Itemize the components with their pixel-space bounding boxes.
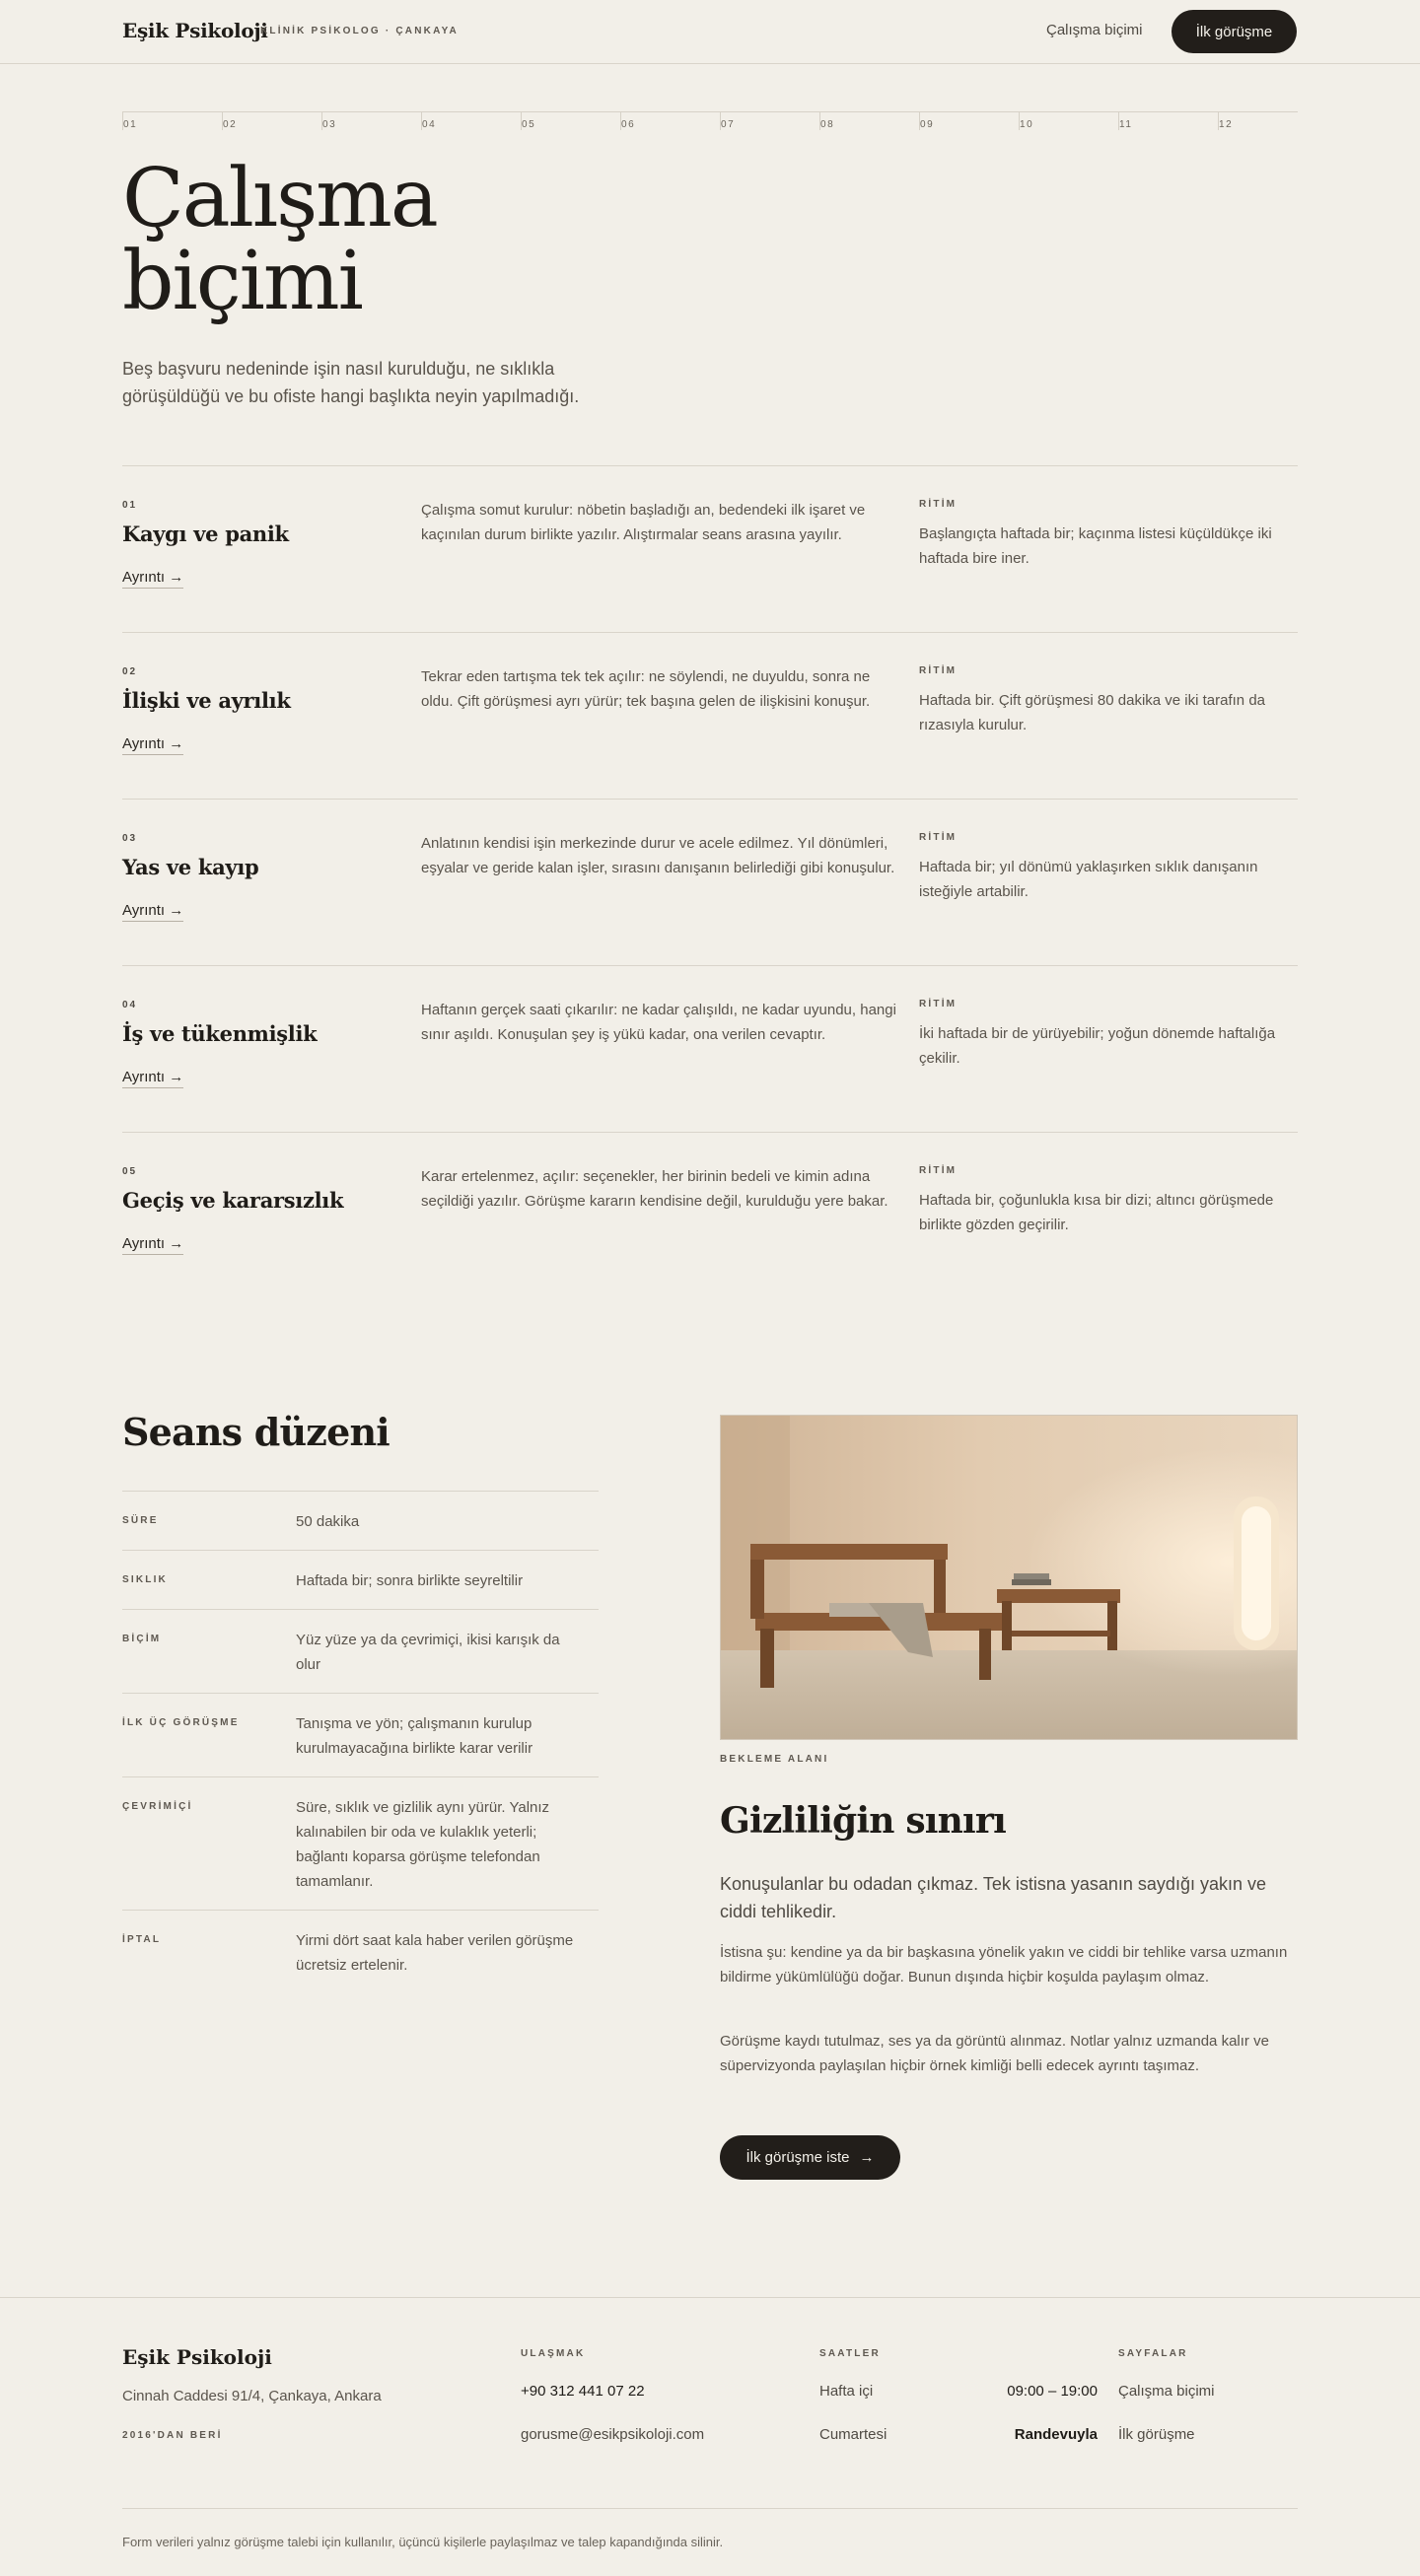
rhythm-label: RİTİM — [919, 499, 958, 510]
pages-heading: SAYFALAR — [1118, 2348, 1188, 2359]
hours-heading: SAATLER — [819, 2348, 881, 2359]
services-list — [122, 465, 1298, 1298]
privacy-body-1: İstisna şu: kendine ya da bir başkasına yönelik yakın ve ciddi bir tehlike varsa uzmanın bildirme yükümlülüğü doğar. Bunun dışında hiçbir koşulda paylaşım olmaz. — [720, 1944, 1288, 1985]
ruler-tick — [321, 112, 337, 130]
rhythm-label: RİTİM — [919, 665, 958, 676]
service-details-link[interactable] — [122, 902, 183, 922]
session-value: Haftada bir; sonra birlikte seyreltilir — [296, 1572, 524, 1589]
service-number: 04 — [122, 1000, 138, 1010]
request-first-meeting-button[interactable] — [720, 2135, 900, 2180]
ruler-tick — [720, 112, 736, 130]
session-key: BİÇİM — [122, 1634, 162, 1644]
service-title: Kaygı ve panik — [122, 522, 289, 546]
hours-time-saturday: Randevuyla — [1014, 2426, 1098, 2443]
page-subtitle: Beş başvuru nedeninde işin nasıl kurulduğu, ne sıklıkla görüşüldüğü ve bu ofiste hangi başlıkta neyin yapılmadığı. — [122, 359, 580, 406]
arrow-right-icon: → — [859, 2149, 875, 2166]
ruler-tick — [1019, 112, 1034, 130]
ruler-tick — [1118, 112, 1133, 130]
site-header — [0, 0, 1420, 64]
details-label: Ayrıntı — [122, 569, 166, 586]
contact-heading: ULAŞMAK — [521, 2348, 586, 2359]
footer-phone[interactable]: +90 312 441 07 22 — [521, 2383, 645, 2400]
rhythm-text: İki haftada bir de yürüyebilir; yoğun dönemde haftalığa çekilir. — [919, 1025, 1276, 1067]
session-row — [122, 1609, 599, 1693]
session-value: 50 dakika — [296, 1513, 360, 1530]
service-title: İlişki ve ayrılık — [122, 688, 291, 713]
ruler-tick-label: 11 — [1119, 119, 1133, 130]
brand-tagline: KLİNİK PSİKOLOG · ÇANKAYA — [260, 26, 459, 36]
privacy-body-2: Görüşme kaydı tutulmaz, ses ya da görüntü alınmaz. Notlar yalnız uzmanda kalır ve süpervizyonda paylaşılan hiçbir örnek kimliği belli edecek ayrıntı taşımaz. — [720, 2033, 1269, 2074]
ruler-tick-label: 12 — [1219, 119, 1234, 130]
session-value: Tanışma ve yön; çalışmanın kurulup kurulmayacağına birlikte karar verilir — [296, 1715, 533, 1757]
hours-time-weekday: 09:00 – 19:00 — [1007, 2383, 1098, 2400]
rhythm-label: RİTİM — [919, 832, 958, 843]
footer-divider — [122, 2508, 1298, 2509]
service-details-link[interactable] — [122, 1235, 183, 1255]
ruler-tick — [620, 112, 636, 130]
service-description: Tekrar eden tartışma tek tek açılır: ne söylendi, ne duyuldu, sonra ne oldu. Çift görüşmesi ayrı yürür; tek başına gelen de ilişkisini konuşur. — [421, 668, 871, 710]
ruler-tick-label: 04 — [422, 119, 437, 130]
service-details-link[interactable] — [122, 735, 183, 755]
waiting-room-photo — [720, 1415, 1298, 1740]
ruler-tick — [122, 112, 138, 130]
service-number: 03 — [122, 833, 138, 844]
arrow-right-icon: → — [169, 569, 184, 586]
rhythm-text: Haftada bir, çoğunlukla kısa bir dizi; altıncı görüşmede birlikte gözden geçirilir. — [919, 1192, 1274, 1233]
ruler-tick — [222, 112, 238, 130]
service-row — [122, 965, 1298, 1132]
rhythm-text: Başlangıçta haftada bir; kaçınma listesi küçüldükçe iki haftada bire iner. — [919, 525, 1272, 567]
session-key: İPTAL — [122, 1934, 162, 1945]
site-footer — [0, 2297, 1420, 2576]
details-label: Ayrıntı — [122, 1235, 166, 1252]
service-number: 05 — [122, 1166, 138, 1177]
footer-since: 2016'DAN BERİ — [122, 2430, 223, 2441]
service-description: Karar ertelenmez, açılır: seçenekler, her birinin bedeli ve kimin adına seçildiği yazılır. Görüşme kararın kendisine değil, kurulduğu yere bakar. — [421, 1168, 888, 1210]
privacy-title: Gizliliğin sınırı — [720, 1800, 1006, 1842]
details-label: Ayrıntı — [122, 735, 166, 752]
service-title: Geçiş ve kararsızlık — [122, 1188, 344, 1213]
rhythm-label: RİTİM — [919, 999, 958, 1010]
ruler-tick-label: 07 — [721, 119, 736, 130]
column-ruler — [122, 111, 1298, 130]
brand-logo[interactable]: Eşik Psikoloji — [122, 19, 268, 42]
ruler-tick-label: 01 — [123, 119, 138, 130]
footer-brand[interactable]: Eşik Psikoloji — [122, 2345, 272, 2369]
page-title-line2: biçimi — [122, 235, 362, 328]
service-title: Yas ve kayıp — [122, 855, 259, 879]
hours-day-saturday: Cumartesi — [819, 2426, 888, 2443]
session-row — [122, 1910, 599, 1993]
session-title: Seans düzeni — [122, 1410, 390, 1454]
photo-caption: BEKLEME ALANI — [720, 1754, 829, 1765]
ruler-tick-label: 10 — [1020, 119, 1034, 130]
first-meeting-button[interactable]: İlk görüşme — [1172, 10, 1297, 53]
service-description: Haftanın gerçek saati çıkarılır: ne kadar çalışıldı, ne kadar uyundu, hangi sınır aşıldı. Konuşulan şey iş yükü kadar, ona verilen cevaptır. — [421, 1002, 896, 1043]
service-row — [122, 799, 1298, 965]
arrow-right-icon: → — [169, 902, 184, 919]
footer-address: Cinnah Caddesi 91/4, Çankaya, Ankara — [122, 2388, 382, 2404]
footer-link-working-method[interactable]: Çalışma biçimi — [1118, 2383, 1215, 2400]
session-value: Yüz yüze ya da çevrimiçi, ikisi karışık da olur — [296, 1632, 560, 1673]
ruler-tick-label: 09 — [920, 119, 935, 130]
details-label: Ayrıntı — [122, 902, 166, 919]
service-row — [122, 1132, 1298, 1298]
session-table — [122, 1491, 599, 1993]
ruler-tick — [521, 112, 536, 130]
arrow-right-icon: → — [169, 1235, 184, 1252]
rhythm-text: Haftada bir; yıl dönümü yaklaşırken sıklık danışanın isteğiyle artabilir. — [919, 859, 1258, 900]
session-row — [122, 1776, 599, 1910]
service-row — [122, 632, 1298, 799]
ruler-tick-label: 05 — [522, 119, 536, 130]
ruler-tick — [421, 112, 437, 130]
service-number: 01 — [122, 500, 138, 511]
session-row — [122, 1550, 599, 1609]
arrow-right-icon: → — [169, 735, 184, 752]
privacy-lead: Konuşulanlar bu odadan çıkmaz. Tek istisna yasanın saydığı yakın ve ciddi tehlikedir. — [720, 1874, 1266, 1921]
details-label: Ayrıntı — [122, 1069, 166, 1085]
page-title — [122, 152, 437, 328]
session-row — [122, 1491, 599, 1550]
service-details-link[interactable] — [122, 569, 183, 589]
page-title-line1: Çalışma — [122, 152, 437, 245]
nav-link-working-method[interactable]: Çalışma biçimi — [1046, 22, 1143, 38]
footer-privacy-note: Form verileri yalnız görüşme talebi için kullanılır, üçüncü kişilerle paylaşılmaz ve talep kapandığında silinir. — [122, 2535, 724, 2549]
service-number: 02 — [122, 666, 138, 677]
ruler-tick-label: 08 — [820, 119, 835, 130]
session-key: SIKLIK — [122, 1574, 168, 1585]
rhythm-text: Haftada bir. Çift görüşmesi 80 dakika ve iki tarafın da rızasıyla kurulur. — [919, 692, 1266, 733]
session-value: Yirmi dört saat kala haber verilen görüşme ücretsiz ertelenir. — [296, 1932, 574, 1974]
service-title: İş ve tükenmişlik — [122, 1021, 318, 1046]
hours-day-weekday: Hafta içi — [819, 2383, 874, 2400]
session-key: SÜRE — [122, 1515, 159, 1526]
request-first-meeting-label: İlk görüşme iste — [746, 2149, 850, 2166]
service-details-link[interactable] — [122, 1069, 183, 1088]
service-row — [122, 465, 1298, 632]
ruler-tick — [919, 112, 935, 130]
rhythm-label: RİTİM — [919, 1165, 958, 1176]
session-value: Süre, sıklık ve gizlilik aynı yürür. Yalnız kalınabilen bir oda ve kulaklık yeterli; bağlantı koparsa görüşme telefondan tamamlanır. — [296, 1799, 550, 1890]
ruler-tick-label: 06 — [621, 119, 636, 130]
footer-link-first-meeting[interactable]: İlk görüşme — [1118, 2426, 1195, 2443]
session-key: İLK ÜÇ GÖRÜŞME — [122, 1717, 240, 1728]
ruler-tick — [819, 112, 835, 130]
session-row — [122, 1693, 599, 1776]
service-description: Çalışma somut kurulur: nöbetin başladığı an, bedendeki ilk işaret ve kaçınılan durum birlikte yazılır. Alıştırmalar seans arasına yayılır. — [421, 502, 866, 543]
arrow-right-icon: → — [169, 1069, 184, 1085]
ruler-tick-label: 03 — [322, 119, 337, 130]
ruler-tick — [1218, 112, 1234, 130]
service-description: Anlatının kendisi işin merkezinde durur ve acele edilmez. Yıl dönümleri, eşyalar ve geride kalan işler, sırasını danışanın belirlediği gibi konuşulur. — [421, 835, 895, 876]
footer-email[interactable]: gorusme@esikpsikoloji.com — [521, 2426, 705, 2443]
ruler-tick-label: 02 — [223, 119, 238, 130]
session-key: ÇEVRİMİÇİ — [122, 1801, 193, 1812]
